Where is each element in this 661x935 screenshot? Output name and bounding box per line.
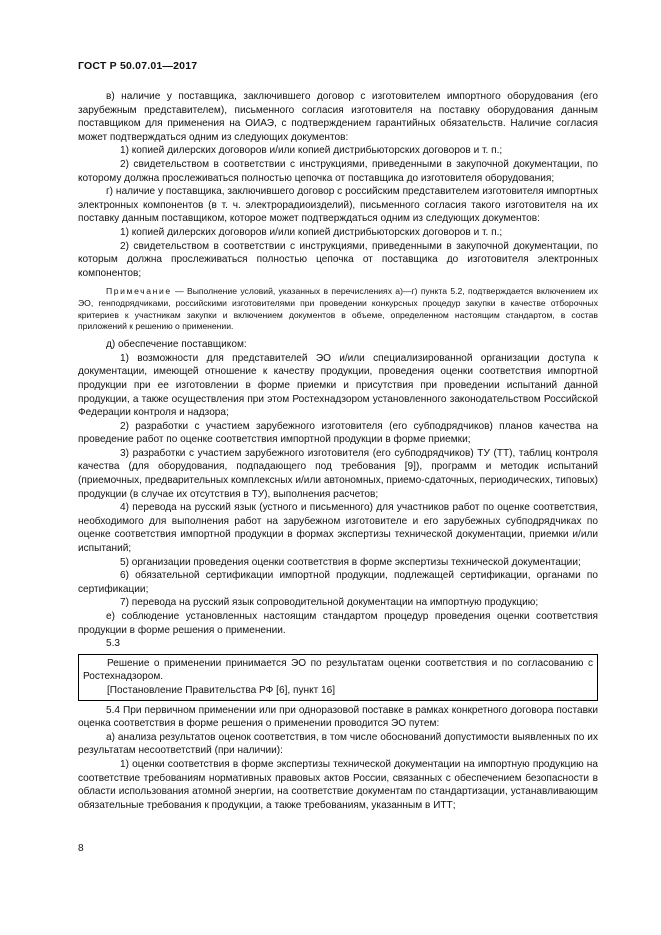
note (78, 286, 598, 333)
paragraph: г) наличие у поставщика, заключившего договор с российским представителем изготовителя импортных электронных компонентов (в т. ч. электрорадиоизделий), письменного согласия такого изготовителя на их поставку данным поставщиком, которое может подтверждаться одним из следующих документов: (78, 186, 598, 225)
note-text: — Выполнение условий, указанных в перечислениях а)—г) пункта 5.2, подтверждается включением их ЭО, генподрядчиками, российскими изготовителями при проведении конкурсных процедур закупки в качестве отборочных критериев к участникам закупки и включением документов в объеме, определенном настоящим стандартом, в состав приложений к решению о применении. (78, 286, 598, 332)
standard-code-header: ГОСТ Р 50.07.01—2017 (78, 60, 198, 72)
paragraph: е) соблюдение установленных настоящим стандартом процедур проведения оценки соответствия продукции в форме решения о применении. (78, 611, 598, 636)
document-body (78, 90, 598, 812)
list-item: 6) обязательной сертификации импортной продукции, подлежащей сертификации, органами по сертификации; (78, 570, 598, 595)
paragraph: в) наличие у поставщика, заключившего договор с изготовителем импортного оборудования (его зарубежным представителем), письменного согласия изготовителя на поставку оборудования данным поставщиком для применения на ОИАЭ, с подтверждением гарантийных обязательств. Наличие согласия может подтверждаться одним из следующих документов: (78, 91, 598, 143)
list-item: 1) возможности для представителей ЭО и/или специализированной организации доступа к документации, имеющей отношение к качеству продукции, проведения оценки соответствия импортной продукции при ее изготовлении в форме приемки и присутствия при проведении испытаний данной продукции, а также осуществления при этом Ростехнадзором установленного законодательством Российской Федерации контроля и надзора; (78, 352, 598, 419)
list-item: 1) копией дилерских договоров и/или копией дистрибьюторских договоров и т. п.; (120, 226, 503, 238)
paragraph: д) обеспечение поставщиком: (106, 339, 247, 351)
quotation-reference: [Постановление Правительства РФ [6], пункт 16] (107, 684, 336, 696)
note-label: Примечание (106, 286, 172, 297)
list-item: 3) разработки с участием зарубежного изготовителя (его субподрядчиков) ТУ (ТТ), таблиц контроля качества (для оборудования, подпадающего под требования [9]), программ и методик испытаний (приемочных, предварительных комплексных и/или автономных, приемо-сдаточных, периодических, типовых) продукции (в случае их отсутствия в ТУ), выполнения расчетов; (78, 447, 598, 500)
list-item: 7) перевода на русский язык сопроводительной документации на импортную продукцию; (120, 597, 539, 609)
list-item: 5) организации проведения оценки соответствия в форме экспертизы технической документации; (120, 556, 581, 568)
list-item: 1) оценки соответствия в форме экспертизы технической документации на импортную продукцию на соответствие требованиям нормативных правовых актов России, связанных с обеспечением безопасности в области использования атомной энергии, на соответствие документам по стандартизации, устанавливающим обязательные требования к продукции, а также требованиям, указанным в ИТТ; (78, 758, 598, 811)
paragraph: 5.4 При первичном применении или при одноразовой поставке в рамках конкретного договора поставки оценка соответствия в форме решения о применении проводится ЭО путем: (78, 704, 598, 730)
list-item: 1) копией дилерских договоров и/или копией дистрибьюторских договоров и т. п.; (120, 145, 503, 157)
list-item: 4) перевода на русский язык (устного и письменного) для участников работ по оценке соответствия, необходимого для выполнения работ на зарубежном изготовителе и его зарубежных субподрядчиках по оценке соответствия импортной продукции в формах экспертизы технической документации, приемки и/или испытаний; (78, 502, 598, 555)
paragraph: а) анализа результатов оценок соответствия, в том числе обоснований допустимости выявленных по их результатам несоответствий (при наличии): (78, 731, 598, 757)
list-item: 2) свидетельством в соответствии с инструкциями, приведенными в закупочной документации, по которым должна прослеживаться полностью цепочка от поставщика до изготовителя электронных компонентов; (78, 240, 598, 279)
section-number-5-3: 5.3 (106, 638, 121, 650)
list-item: 2) свидетельством в соответствии с инструкциями, приведенными в закупочной документации, по которому должна прослеживаться полностью цепочка от поставщика до изготовителя оборудования; (78, 158, 598, 184)
page-number: 8 (78, 843, 84, 854)
list-item: 2) разработки с участием зарубежного изготовителя (его субподрядчиков) планов качества на проведение работ по оценке соответствия импортной продукции в форме приемки; (78, 420, 598, 446)
quotation-text: Решение о применении принимается ЭО по результатам оценки соответствия и по согласованию с Ростехнадзором. (83, 657, 593, 683)
quotation-box (78, 654, 598, 701)
